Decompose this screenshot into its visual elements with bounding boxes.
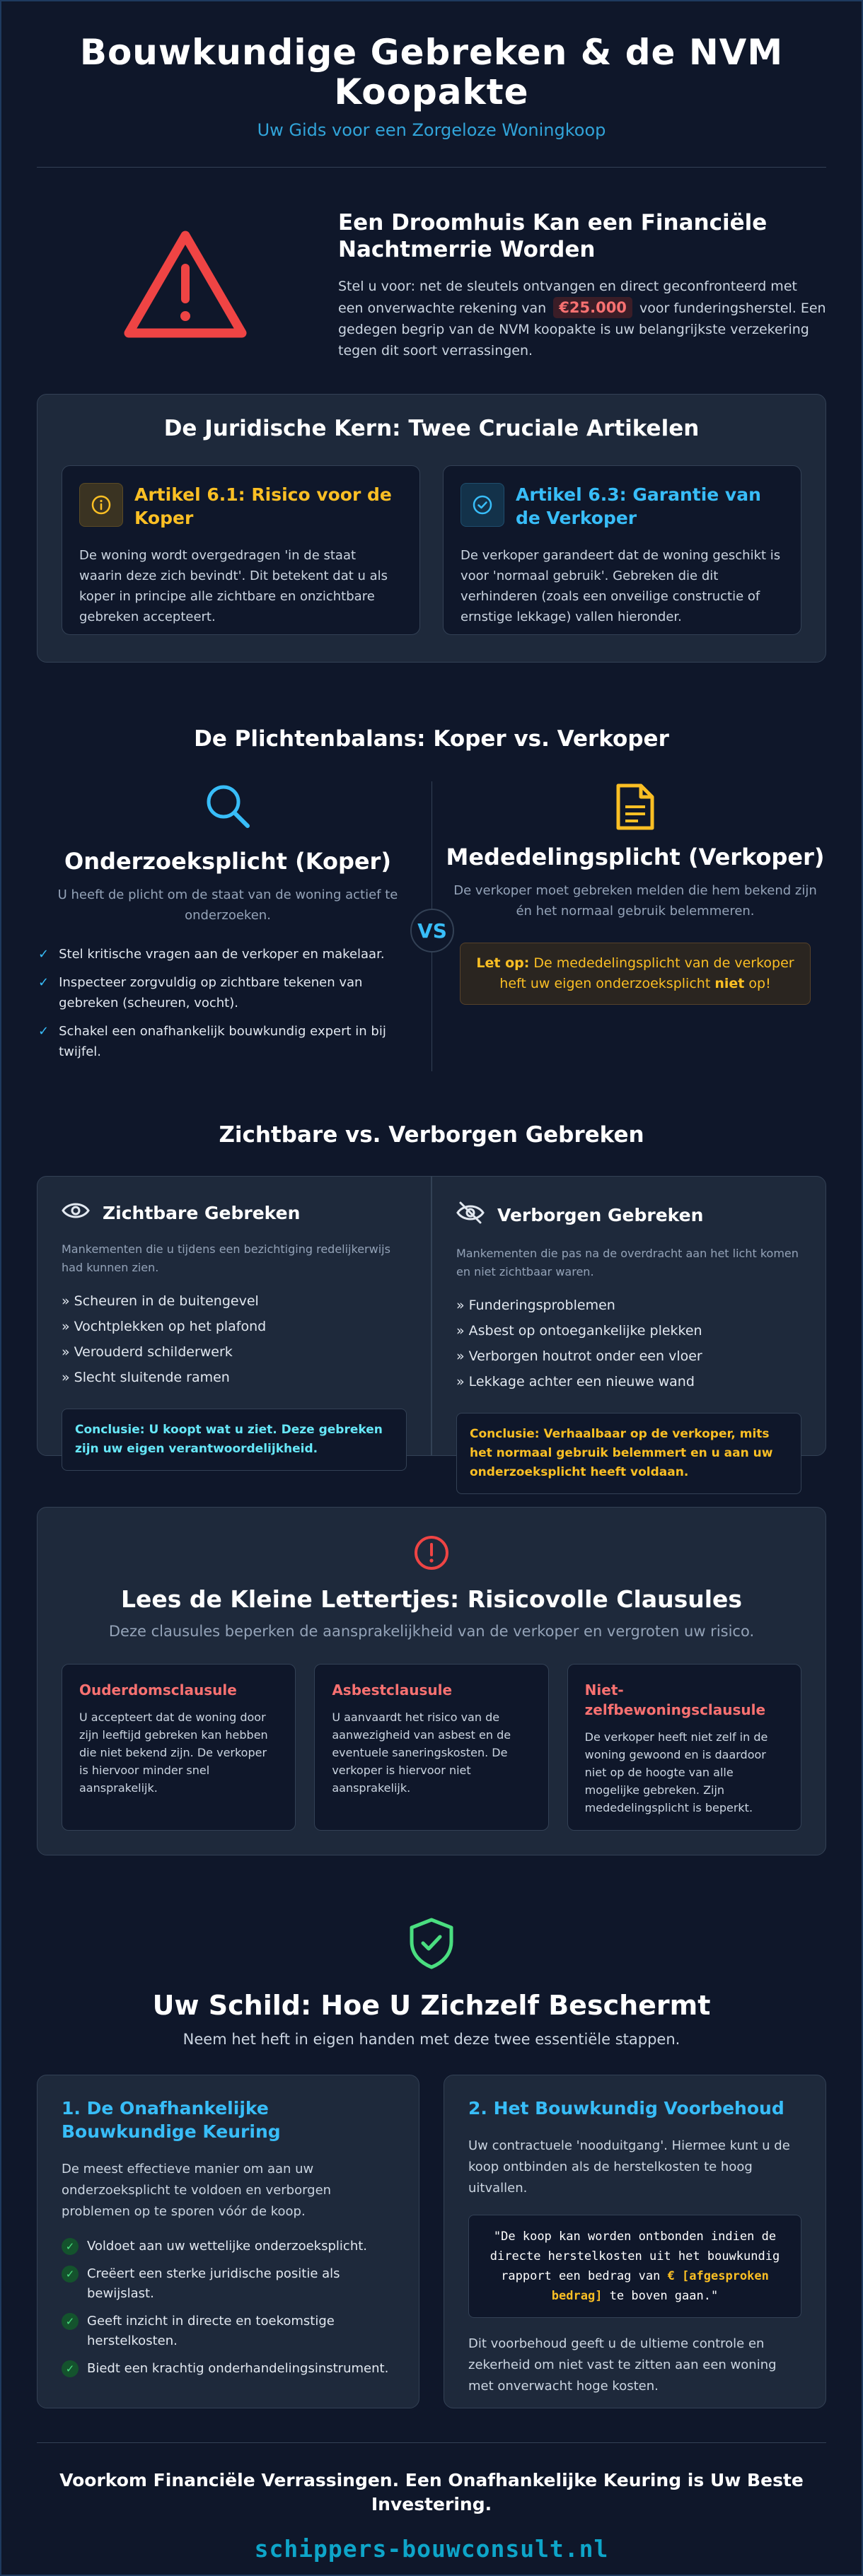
inspection-title: 1. De Onafhankelijke Bouwkundige Keuring xyxy=(62,2098,281,2142)
seller-title: Mededelingsplicht (Verkoper) xyxy=(446,844,825,870)
page xyxy=(37,0,826,2563)
document-icon xyxy=(444,781,826,835)
list-item: ✓ Biedt een krachtig onderhandelingsinstrument. xyxy=(62,2359,395,2379)
page-subtitle: Uw Gids voor een Zorgeloze Woningkoop xyxy=(257,120,606,140)
clauses-section xyxy=(37,1507,826,1855)
list-item: ✓ Stel kritische vragen aan de verkoper en makelaar. xyxy=(38,944,419,964)
divider xyxy=(37,2442,826,2443)
clause-quote: "De koop kan worden ontbonden indien de directe herstelkosten uit het bouwkundig rapport een bedrag van € [afgesproken bedrag] te boven gaan." xyxy=(468,2215,801,2318)
buyer-column xyxy=(37,781,419,1071)
visible-title: Zichtbare Gebreken xyxy=(103,1202,301,1223)
article-card xyxy=(62,465,420,635)
article-text: De woning wordt overgedragen 'in de staat waarin deze zich bevindt'. Dit betekent dat u als koper in principe alle zichtbare en onzichtbare gebreken accepteert. xyxy=(79,548,388,624)
check-badge-icon xyxy=(461,483,504,527)
info-icon xyxy=(79,483,123,527)
clause-card xyxy=(567,1664,801,1831)
eye-icon xyxy=(62,1201,90,1225)
shield-subtitle: Neem het heft in eigen handen met deze twee essentiële stappen. xyxy=(183,2031,680,2048)
clauses-subtitle: Deze clausules beperken de aansprakelijkheid van de verkoper en vergroten uw risico. xyxy=(108,1623,755,1640)
check-icon: ✓ xyxy=(38,1024,50,1039)
clause-title: Asbestclausule xyxy=(332,1682,453,1698)
brand-link[interactable]: schippers-bouwconsult.nl xyxy=(254,2535,609,2563)
defects-section xyxy=(37,1176,826,1479)
alert-circle-icon xyxy=(62,1533,801,1575)
seller-desc: De verkoper moet gebreken melden die hem bekend zijn én het normaal gebruik belemmeren. xyxy=(453,883,817,919)
inspection-card xyxy=(37,2075,419,2408)
list-item: » Verborgen houtrot onder een vloer xyxy=(456,1348,702,1364)
hidden-desc: Mankementen die pas na de overdracht aan het licht komen en niet zichtbaar waren. xyxy=(456,1247,799,1278)
list-item: » Vochtplekken op het plafond xyxy=(62,1319,267,1334)
list-item: » Verouderd schilderwerk xyxy=(62,1344,233,1360)
search-icon xyxy=(37,781,419,834)
check-icon: ✓ xyxy=(62,2266,79,2283)
seller-column xyxy=(444,781,826,1005)
check-icon: ✓ xyxy=(62,2238,79,2255)
duties-section xyxy=(37,781,826,1071)
check-icon: ✓ xyxy=(62,2313,79,2330)
duties-title: De Plichtenbalans: Koper vs. Verkoper xyxy=(194,726,669,752)
hero-title: Een Droomhuis Kan een Financiële Nachtmerrie Worden xyxy=(338,209,768,262)
list-item: » Funderingsproblemen xyxy=(456,1298,615,1313)
hero-section xyxy=(37,207,826,363)
amount-badge: €25.000 xyxy=(553,297,632,318)
defects-title: Zichtbare vs. Verborgen Gebreken xyxy=(219,1122,644,1148)
reservation-closing: Dit voorbehoud geeft u de ultieme controle en zekerheid om niet vast te zitten aan een woning met onverwacht hoge kosten. xyxy=(468,2336,777,2394)
protection-steps xyxy=(37,2075,826,2408)
hidden-column xyxy=(431,1177,826,1479)
clause-card xyxy=(314,1664,548,1831)
shield-section xyxy=(37,1916,826,2048)
hidden-conclusion: Conclusie: Verhaalbaar op de verkoper, mits het normaal gebruik belemmert en u aan uw onderzoeksplicht heeft voldaan. xyxy=(456,1413,801,1494)
list-item: » Slecht sluitende ramen xyxy=(62,1370,230,1385)
buyer-desc: U heeft de plicht om de staat van de woning actief te onderzoeken. xyxy=(57,887,398,923)
clause-title: Ouderdomsclausule xyxy=(79,1682,237,1698)
hero-text: Stel u voor: net de sleutels ontvangen en direct geconfronteerd met een onverwachte rekening van €25.000 voor funderingsherstel. Een gedegen begrip van de NVM koopakte is uw belangrijkste verzekering tegen dit soort verrassingen. xyxy=(338,278,826,359)
clause-text: U aanvaardt het risico van de aanwezigheid van asbest en de eventuele saneringskosten. De verkoper is hiervoor niet aansprakelijk. xyxy=(332,1710,511,1795)
visible-desc: Mankementen die u tijdens een bezichtiging redelijkerwijs had kunnen zien. xyxy=(62,1242,390,1274)
clause-title: Niet-zelfbewoningsclausule xyxy=(584,1682,766,1718)
inspection-text: De meest effectieve manier om aan uw onderzoeksplicht te voldoen en verborgen problemen op te sporen vóór de koop. xyxy=(62,2162,332,2219)
article-title: Artikel 6.3: Garantie van de Verkoper xyxy=(516,484,761,528)
clauses-title: Lees de Kleine Lettertjes: Risicovolle Clausules xyxy=(120,1585,743,1613)
shield-check-icon xyxy=(37,1916,826,1973)
list-item: ✓ Schakel een onafhankelijk bouwkundig expert in bij twijfel. xyxy=(38,1021,419,1062)
reservation-card xyxy=(444,2075,826,2408)
divider xyxy=(37,167,826,168)
list-item: » Lekkage achter een nieuwe wand xyxy=(456,1374,695,1389)
check-icon: ✓ xyxy=(62,2360,79,2377)
clause-card xyxy=(62,1664,296,1831)
shield-title: Uw Schild: Hoe U Zichzelf Beschermt xyxy=(152,1990,711,2021)
vs-badge: VS xyxy=(410,909,454,952)
warning-triangle-icon xyxy=(37,228,334,342)
article-title: Artikel 6.1: Risico voor de Koper xyxy=(134,484,392,528)
buyer-title: Onderzoeksplicht (Koper) xyxy=(64,848,391,875)
list-item: ✓ Geeft inzicht in directe en toekomstige herstelkosten. xyxy=(62,2312,395,2351)
check-icon: ✓ xyxy=(38,947,50,962)
visible-conclusion: Conclusie: U koopt wat u ziet. Deze gebreken zijn uw eigen verantwoordelijkheid. xyxy=(62,1409,407,1471)
list-item: ✓ Creëert een sterke juridische positie als bewijslast. xyxy=(62,2264,395,2304)
page-title: Bouwkundige Gebreken & de NVM Koopakte xyxy=(79,32,784,112)
list-item: » Scheuren in de buitengevel xyxy=(62,1293,259,1309)
article-card xyxy=(443,465,801,635)
legal-section xyxy=(37,394,826,663)
clause-text: U accepteert dat de woning door zijn leeftijd gebreken kan hebben die niet bekend zijn. De verkoper is hiervoor minder snel aansprakelijk. xyxy=(79,1710,268,1795)
visible-column xyxy=(37,1177,431,1455)
legal-title: De Juridische Kern: Twee Cruciale Artikelen xyxy=(163,416,700,441)
warning-note: Let op: De mededelingsplicht van de verkoper heft uw eigen onderzoeksplicht niet op! xyxy=(460,943,811,1005)
list-item: ✓ Voldoet aan uw wettelijke onderzoeksplicht. xyxy=(62,2237,395,2256)
footer-text: Voorkom Financiële Verrassingen. Een Onafhankelijke Keuring is Uw Beste Investering. xyxy=(59,2470,804,2514)
check-icon: ✓ xyxy=(38,975,50,990)
list-item: » Asbest op ontoegankelijke plekken xyxy=(456,1323,702,1339)
list-item: ✓ Inspecteer zorgvuldig op zichtbare tekenen van gebreken (scheuren, vocht). xyxy=(38,972,419,1013)
eye-off-icon xyxy=(456,1201,485,1229)
reservation-text: Uw contractuele 'nooduitgang'. Hiermee kunt u de koop ontbinden als de herstelkosten te hoog uitvallen. xyxy=(468,2138,790,2196)
hidden-title: Verborgen Gebreken xyxy=(497,1204,704,1225)
reservation-title: 2. Het Bouwkundig Voorbehoud xyxy=(468,2098,784,2119)
clause-text: De verkoper heeft niet zelf in de woning gewoond en is daardoor niet op de hoogte van alle mogelijke gebreken. Zijn mededelingsplicht is beperkt. xyxy=(584,1730,768,1814)
buyer-list xyxy=(37,944,419,1062)
article-text: De verkoper garandeert dat de woning geschikt is voor 'normaal gebruik'. Gebreken die dit verhinderen (zoals een onveilige constructie of ernstige lekkage) vallen hieronder. xyxy=(461,548,781,624)
